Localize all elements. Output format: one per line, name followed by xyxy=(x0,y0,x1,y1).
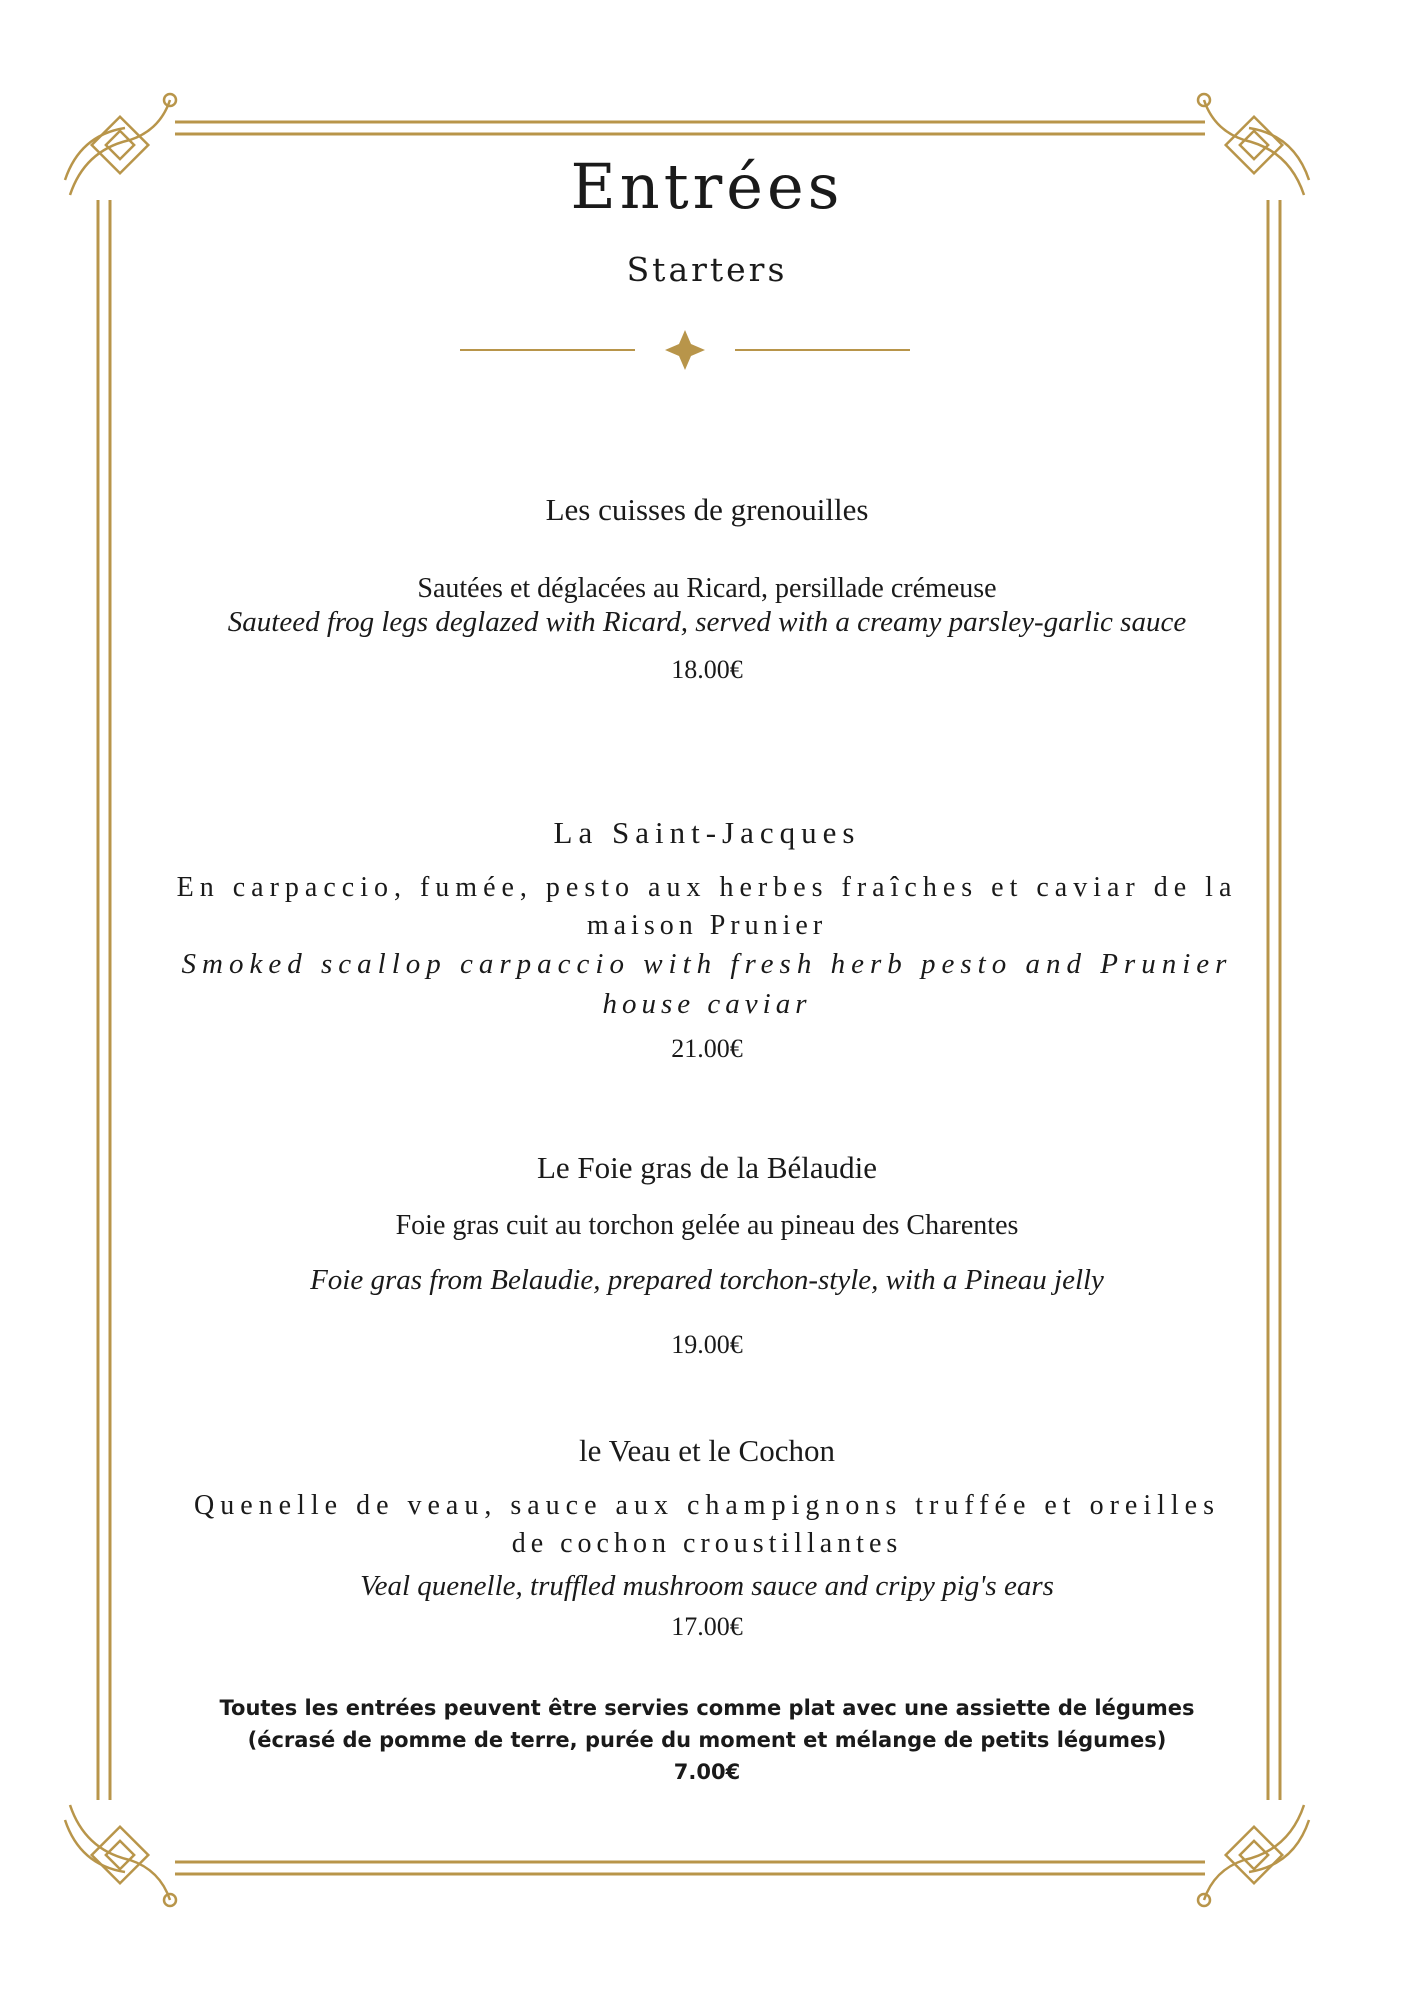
dish-price: 18.00€ xyxy=(671,655,743,684)
corner-ornament-bottom-left-icon xyxy=(65,1805,176,1906)
dish-description-fr: de cochon croustillantes xyxy=(511,1528,903,1559)
dish-price: 17.00€ xyxy=(671,1612,743,1641)
dish-name: La Saint-Jacques xyxy=(553,815,861,850)
dish-description-fr: Quenelle de veau, sauce aux champignons truffée et oreilles xyxy=(194,1490,1220,1521)
page-subtitle: Starters xyxy=(626,250,788,289)
dish-description-fr: Foie gras cuit au torchon gelée au pineau des Charentes xyxy=(395,1210,1019,1241)
dish-description-en: Foie gras from Belaudie, prepared torchon-style, with a Pineau jelly xyxy=(310,1264,1104,1296)
footer-note-price: 7.00€ xyxy=(673,1760,741,1784)
dish-description-fr: En carpaccio, fumée, pesto aux herbes fraîches et caviar de la xyxy=(176,872,1238,903)
dish-name: le Veau et le Cochon xyxy=(579,1433,835,1468)
dish-price: 21.00€ xyxy=(671,1034,743,1063)
dish-name: Le Foie gras de la Bélaudie xyxy=(536,1150,878,1185)
page-title: Entrées xyxy=(570,150,844,223)
dish-description-fr: Sautées et déglacées au Ricard, persillade crémeuse xyxy=(417,573,997,604)
dish-description-fr: maison Prunier xyxy=(586,910,828,941)
dish-description-en: Veal quenelle, truffled mushroom sauce and cripy pig's ears xyxy=(360,1570,1054,1602)
dish-description-en: Sauteed frog legs deglazed with Ricard, served with a creamy parsley-garlic sauce xyxy=(227,606,1187,638)
star-divider-icon xyxy=(460,330,930,370)
dish-description-en: house caviar xyxy=(602,988,812,1020)
dish-description-en: Smoked scallop carpaccio with fresh herb pesto and Prunier xyxy=(181,948,1233,980)
footer-note xyxy=(0,1692,1414,1788)
dish-name: Les cuisses de grenouilles xyxy=(545,492,869,527)
footer-note-line: Toutes les entrées peuvent être servies comme plat avec une assiette de légumes xyxy=(219,1696,1195,1720)
footer-note-line: (écrasé de pomme de terre, purée du moment et mélange de petits légumes) xyxy=(247,1728,1167,1752)
dish-price: 19.00€ xyxy=(671,1330,743,1359)
corner-ornament-bottom-right-icon xyxy=(1198,1805,1309,1906)
